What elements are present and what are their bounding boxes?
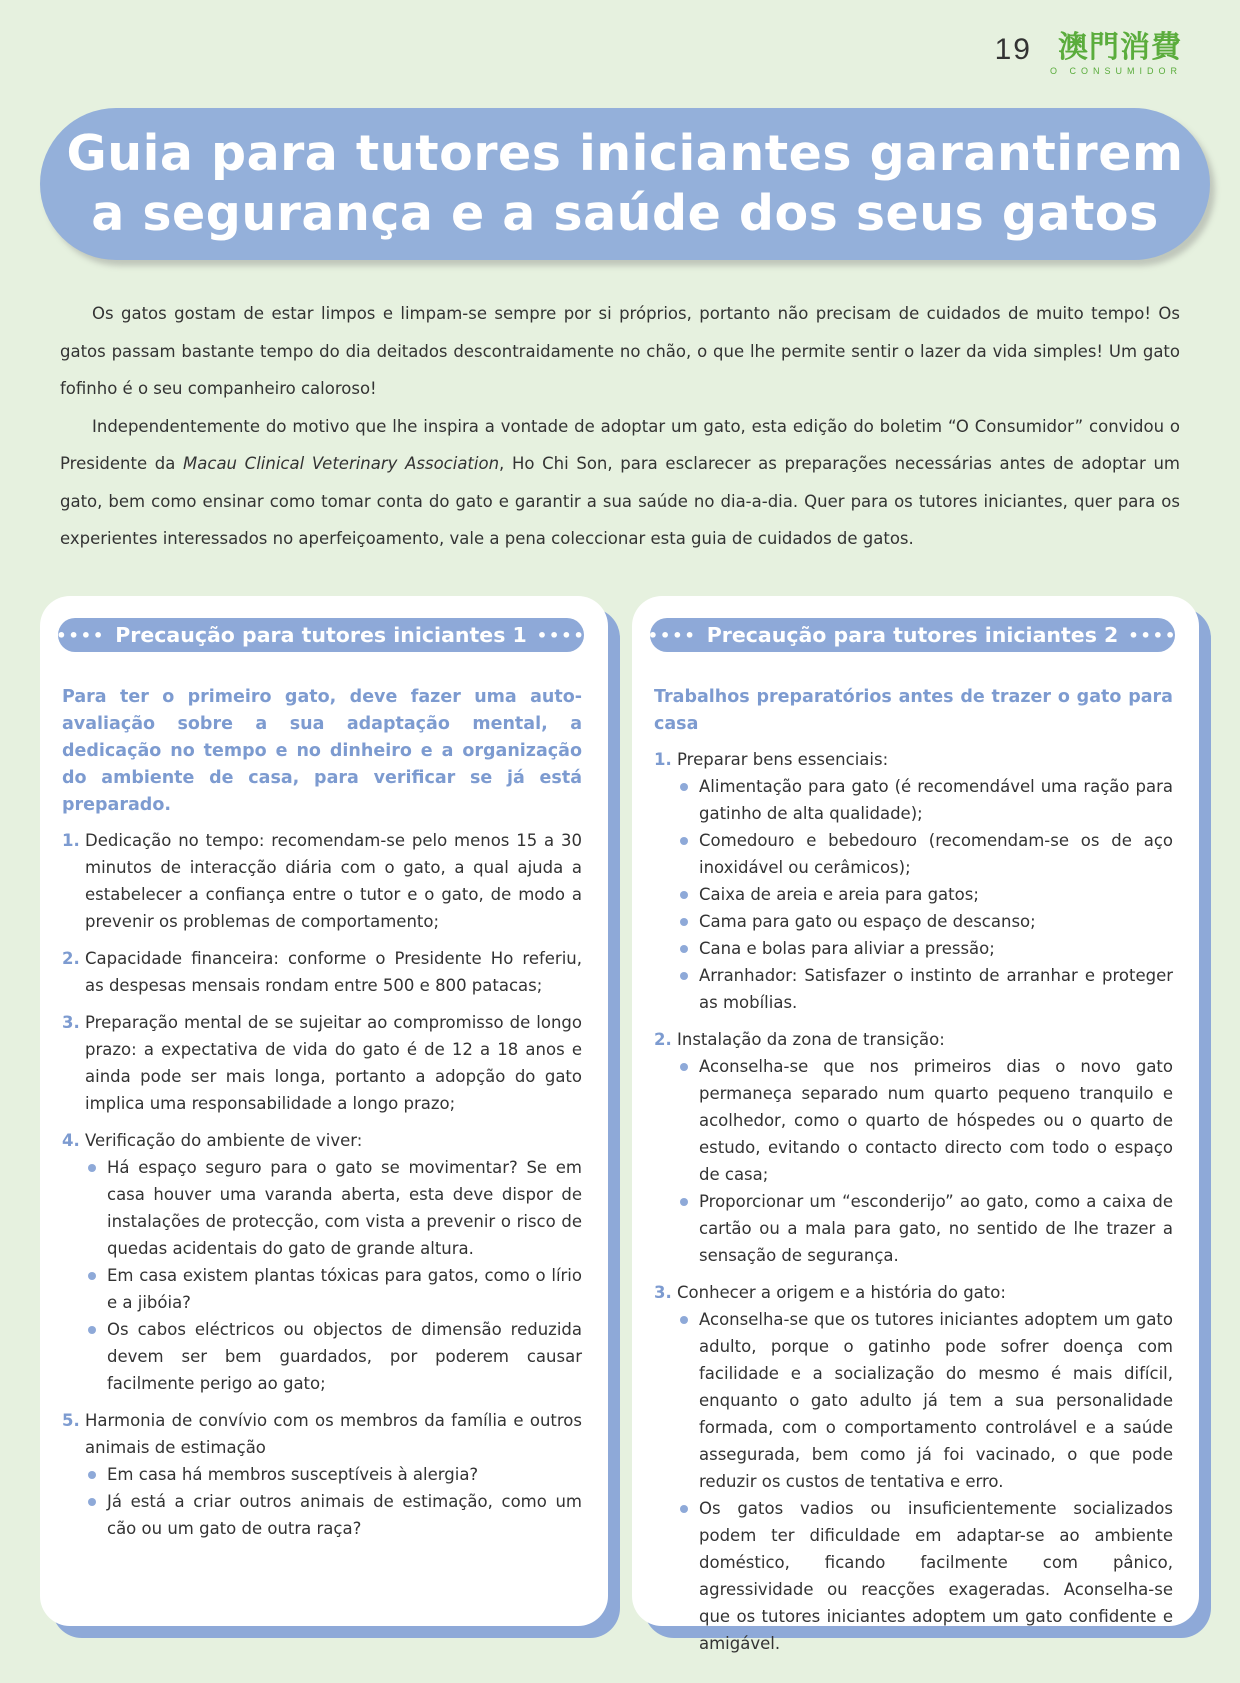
item-text: Conhecer a origem e a história do gato: bbox=[677, 1283, 1006, 1302]
bullet-item: Aconselha-se que nos primeiros dias o novo gato permaneça separado num quarto pequeno tranquilo e acolhedor, como o quarto de hóspedes ou o quarto de estudo, evitando o contacto directo com todo o espaço de casa; bbox=[677, 1053, 1173, 1188]
precaution-card-2 bbox=[632, 596, 1199, 1653]
card-1-list bbox=[62, 827, 582, 1542]
bullet-item: Cama para gato ou espaço de descanso; bbox=[677, 908, 1173, 935]
page-number: 19 bbox=[994, 33, 1032, 66]
bullet-item: Em casa há membros susceptíveis à alergia? bbox=[85, 1461, 582, 1488]
item-number: 1. bbox=[654, 750, 672, 769]
list-item bbox=[62, 1407, 582, 1542]
bullet-item: Os gatos vadios ou insuficientemente socializados podem ter dificuldade em adaptar-se ao ambiente doméstico, ficando facilmente com pânico, agressividade ou reacções exageradas. Aconselha-se que os tutores iniciantes adoptem um gato confidente e amigável. bbox=[677, 1495, 1173, 1657]
precaution-card-1 bbox=[40, 596, 608, 1626]
item-number: 4. bbox=[62, 1131, 80, 1150]
bullet-item: Os cabos eléctricos ou objectos de dimensão reduzida devem ser bem guardados, por poderem causar facilmente perigo ao gato; bbox=[85, 1316, 582, 1397]
bullet-item: Arranhador: Satisfazer o instinto de arranhar e proteger as mobílias. bbox=[677, 962, 1173, 1016]
bullet-item: Aconselha-se que os tutores iniciantes adoptem um gato adulto, porque o gatinho pode sofrer doença com facilidade e a socialização do mesmo é mais difícil, enquanto o gato adulto já tem a sua personalidade formada, com o comportamento controlável e a saúde assegurada, bem como já foi vacinado, o que pode reduzir os custos de tentativa e erro. bbox=[677, 1306, 1173, 1495]
card-1-dots-left: •••• bbox=[56, 625, 106, 645]
list-item bbox=[654, 1279, 1173, 1657]
item-number: 1. bbox=[62, 831, 80, 850]
card-1-header bbox=[58, 618, 584, 652]
card-2-body bbox=[654, 684, 1173, 1667]
association-name: Macau Clinical Veterinary Association bbox=[183, 454, 500, 473]
bullet-item: Há espaço seguro para o gato se movimentar? Se em casa houver uma varanda aberta, esta deve dispor de instalações de protecção, com vista a prevenir o risco de quedas acidentais do gato de grande altura. bbox=[85, 1154, 582, 1262]
item-text: Preparação mental de se sujeitar ao compromisso de longo prazo: a expectativa de vida do gato é de 12 a 18 anos e ainda pode ser mais longa, portanto a adopção do gato implica uma responsabilidade a longo prazo; bbox=[85, 1013, 582, 1113]
card-2-title: Precaução para tutores iniciantes 2 bbox=[706, 623, 1119, 647]
bullet-list bbox=[677, 1053, 1173, 1269]
list-item bbox=[62, 1127, 582, 1397]
list-item bbox=[654, 746, 1173, 1016]
bullet-item: Comedouro e bebedouro (recomendam-se os de aço inoxidável ou cerâmicos); bbox=[677, 827, 1173, 881]
item-text: Preparar bens essenciais: bbox=[677, 750, 889, 769]
intro-p2-part-b: , Ho Chi Son, para esclarecer as preparações necessárias antes de adoptar um gato, bem como ensinar como tomar conta do gato e garantir a sua saúde no dia-a-dia. Quer para os tutores iniciantes, quer para os experientes interessados no aperfeiçoamento, vale a pena coleccionar esta guia de cuidados de gatos. bbox=[60, 454, 1180, 548]
item-text: Harmonia de convívio com os membros da família e outros animais de estimação bbox=[85, 1411, 582, 1457]
item-number: 5. bbox=[62, 1411, 80, 1430]
card-1-lead: Para ter o primeiro gato, deve fazer uma auto-avaliação sobre a sua adaptação mental, a dedicação no tempo e no dinheiro e a organização do ambiente de casa, para verificar se já está preparado. bbox=[62, 687, 582, 815]
card-1-title: Precaução para tutores iniciantes 1 bbox=[115, 623, 527, 647]
bullet-item: Caixa de areia e areia para gatos; bbox=[677, 881, 1173, 908]
item-number: 2. bbox=[654, 1030, 672, 1049]
item-number: 3. bbox=[654, 1283, 672, 1302]
bullet-item: Já está a criar outros animais de estimação, como um cão ou um gato de outra raça? bbox=[85, 1488, 582, 1542]
item-number: 2. bbox=[62, 949, 80, 968]
list-item bbox=[62, 827, 582, 935]
article-title-line-2: a segurança e a saúde dos seus gatos bbox=[91, 185, 1159, 242]
card-2-dots-left: •••• bbox=[647, 625, 697, 645]
card-1-dots-right: •••• bbox=[536, 625, 586, 645]
card-2-list bbox=[654, 746, 1173, 1657]
bullet-list bbox=[85, 1461, 582, 1542]
card-2-header bbox=[647, 618, 1178, 652]
intro-text bbox=[60, 295, 1180, 558]
item-text: Verificação do ambiente de viver: bbox=[85, 1131, 363, 1150]
bullet-item: Em casa existem plantas tóxicas para gatos, como o lírio e a jibóia? bbox=[85, 1262, 582, 1316]
logo-english-text: O CONSUMIDOR bbox=[1050, 66, 1182, 76]
bullet-list bbox=[677, 773, 1173, 1016]
intro-p2-part-a: Independentemente do motivo que lhe inspira a vontade de adoptar um gato, esta edição do boletim “O Consumidor” convidou o Presidente da bbox=[60, 416, 1180, 473]
item-text: Capacidade financeira: conforme o Presidente Ho referiu, as despesas mensais rondam entre 500 e 800 patacas; bbox=[85, 949, 582, 995]
list-item bbox=[62, 945, 582, 999]
item-text: Dedicação no tempo: recomendam-se pelo menos 15 a 30 minutos de interacção diária com o gato, a qual ajuda a estabelecer a confiança entre o tutor e o gato, de modo a prevenir os problemas de comportamento; bbox=[85, 831, 582, 931]
item-text: Instalação da zona de transição: bbox=[677, 1030, 945, 1049]
bullet-list bbox=[677, 1306, 1173, 1657]
card-1-body bbox=[62, 684, 582, 1552]
intro-paragraph-1: Os gatos gostam de estar limpos e limpam-se sempre por si próprios, portanto não precisam de cuidados de muito tempo! Os gatos passam bastante tempo do dia deitados descontraidamente no chão, o que lhe permite sentir o lazer da vida simples! Um gato fofinho é o seu companheiro caloroso! bbox=[60, 304, 1180, 398]
bullet-list bbox=[85, 1154, 582, 1397]
page-header bbox=[995, 30, 1182, 76]
intro-paragraph-2 bbox=[60, 408, 1180, 558]
item-number: 3. bbox=[62, 1013, 80, 1032]
list-item bbox=[62, 1009, 582, 1117]
article-title-banner bbox=[40, 108, 1210, 260]
article-title-line-1: Guia para tutores iniciantes garantirem bbox=[66, 125, 1184, 182]
card-2-dots-right: •••• bbox=[1128, 625, 1178, 645]
consumidor-logo bbox=[1050, 30, 1182, 76]
list-item bbox=[654, 1026, 1173, 1269]
logo-chinese-text: 澳門消費 bbox=[1058, 30, 1182, 65]
bullet-item: Cana e bolas para aliviar a pressão; bbox=[677, 935, 1173, 962]
bullet-item: Alimentação para gato (é recomendável uma ração para gatinho de alta qualidade); bbox=[677, 773, 1173, 827]
bullet-item: Proporcionar um “esconderijo” ao gato, como a caixa de cartão ou a mala para gato, no sentido de lhe trazer a sensação de segurança. bbox=[677, 1188, 1173, 1269]
card-2-lead: Trabalhos preparatórios antes de trazer o gato para casa bbox=[654, 687, 1173, 734]
